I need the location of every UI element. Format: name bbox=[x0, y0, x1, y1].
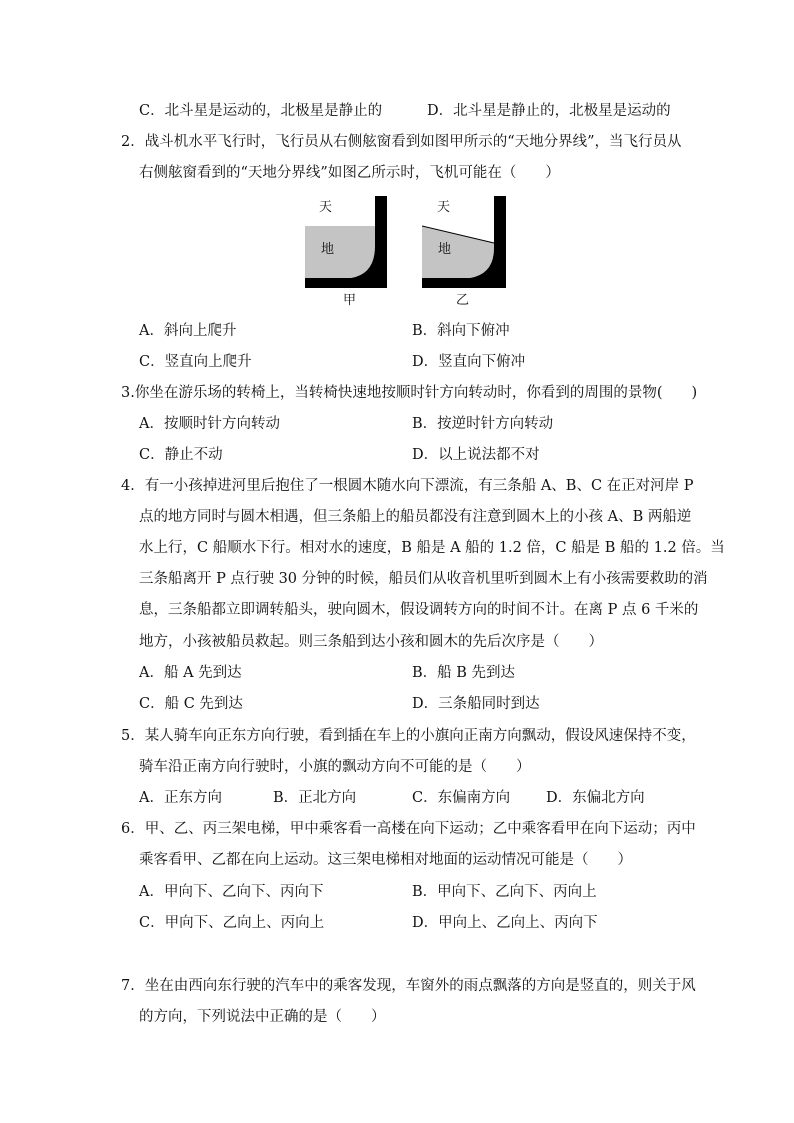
q4-option-a: A．船 A 先到达 bbox=[139, 665, 242, 681]
q7-stem-line-1: 7．坐在由西向东行驶的汽车中的乘客发现，车窗外的雨点飘落的方向是竖直的，则关于风 bbox=[121, 978, 696, 994]
horizon-diagram-yi bbox=[422, 196, 506, 288]
q5-option-d: D．东偏北方向 bbox=[546, 790, 645, 806]
q2-stem-line-2: 右侧舷窗看到的“天地分界线”如图乙所示时，飞机可能在（ ） bbox=[139, 165, 560, 181]
q2-figure-jia bbox=[305, 196, 387, 288]
q4-option-d: D．三条船同时到达 bbox=[412, 696, 540, 712]
caption-jia: 甲 bbox=[343, 293, 357, 308]
q6-option-a: A．甲向下、乙向下、丙向下 bbox=[139, 884, 324, 900]
q6-stem-line-2: 乘客看甲、乙都在向上运动。这三架电梯相对地面的运动情况可能是（ ） bbox=[139, 852, 632, 868]
q4-option-c: C．船 C 先到达 bbox=[139, 696, 243, 712]
q5-stem-line-1: 5．某人骑车向正东方向行驶，看到插在车上的小旗向正南方向飘动，假设风速保持不变， bbox=[121, 728, 696, 744]
q4-stem-line-6: 地方，小孩被船员救起。则三条船到达小孩和圆木的先后次序是（ ） bbox=[139, 634, 603, 650]
q4-stem-line-1: 4．有一小孩掉进河里后抱住了一根圆木随水向下漂流，有三条船 A、B、C 在正对河岸 P bbox=[121, 478, 694, 494]
q4-stem-line-5: 息，三条船都立即调转船头，驶向圆木，假设调转方向的时间不计。在离 P 点 6 千米的 bbox=[139, 602, 699, 618]
q2-option-b: B．斜向下俯冲 bbox=[412, 323, 510, 339]
q4-stem-line-4: 三条船离开 P 点行驶 30 分钟的时候，船员们从收音机里听到圆木上有小孩需要救助的消 bbox=[139, 571, 708, 587]
q6-option-c: C．甲向下、乙向上、丙向上 bbox=[139, 915, 325, 931]
horizon-diagram-jia bbox=[305, 196, 387, 288]
q2-option-d: D．竖直向下俯冲 bbox=[412, 354, 526, 370]
sky-label-jia: 天 bbox=[319, 200, 333, 215]
caption-yi: 乙 bbox=[456, 293, 470, 308]
q1-option-d: D．北斗星是静止的，北极星是运动的 bbox=[427, 103, 671, 119]
ground-label-yi: 地 bbox=[438, 242, 452, 257]
q2-figure-yi bbox=[422, 196, 506, 288]
q7-stem-line-2: 的方向，下列说法中正确的是（ ） bbox=[139, 1009, 386, 1025]
q3-option-a: A．按顺时针方向转动 bbox=[139, 416, 280, 432]
q4-option-b: B．船 B 先到达 bbox=[412, 665, 516, 681]
q2-stem-line-1: 2．战斗机水平飞行时，飞行员从右侧舷窗看到如图甲所示的“天地分界线”，当飞行员从 bbox=[121, 134, 682, 150]
q5-option-b: B．正北方向 bbox=[273, 790, 357, 806]
q2-option-c: C．竖直向上爬升 bbox=[139, 354, 252, 370]
ground-label-jia: 地 bbox=[321, 242, 335, 257]
q3-option-d: D．以上说法都不对 bbox=[412, 447, 540, 463]
q4-stem-line-3: 水上行，C 船顺水下行。相对水的速度，B 船是 A 船的 1.2 倍，C 船是 B 船的 1.2 倍。当 bbox=[139, 540, 725, 556]
ground-area-jia bbox=[305, 226, 375, 278]
q4-stem-line-2: 点的地方同时与圆木相遇，但三条船上的船员都没有注意到圆木上的小孩 A、B 两船逆 bbox=[139, 509, 692, 525]
q3-option-b: B．按逆时针方向转动 bbox=[412, 416, 554, 432]
q3-stem-line-1: 3.你坐在游乐场的转椅上，当转椅快速地按顺时针方向转动时，你看到的周围的景物( ) bbox=[121, 385, 698, 401]
q6-option-d: D．甲向上、乙向上、丙向下 bbox=[412, 915, 598, 931]
q2-option-a: A．斜向上爬升 bbox=[139, 323, 237, 339]
q6-option-b: B．甲向下、乙向下、丙向上 bbox=[412, 884, 597, 900]
q5-option-a: A．正东方向 bbox=[139, 790, 222, 806]
q5-option-c: C．东偏南方向 bbox=[412, 790, 511, 806]
ground-area-yi bbox=[422, 226, 494, 278]
q5-stem-line-2: 骑车沿正南方向行驶时，小旗的飘动方向不可能的是（ ） bbox=[139, 759, 531, 775]
sky-label-yi: 天 bbox=[437, 200, 451, 215]
q3-option-c: C．静止不动 bbox=[139, 447, 223, 463]
q1-option-c: C．北斗星是运动的，北极星是静止的 bbox=[139, 103, 383, 119]
q6-stem-line-1: 6．甲、乙、丙三架电梯，甲中乘客看一高楼在向下运动；乙中乘客看甲在向下运动；丙中 bbox=[121, 821, 696, 837]
